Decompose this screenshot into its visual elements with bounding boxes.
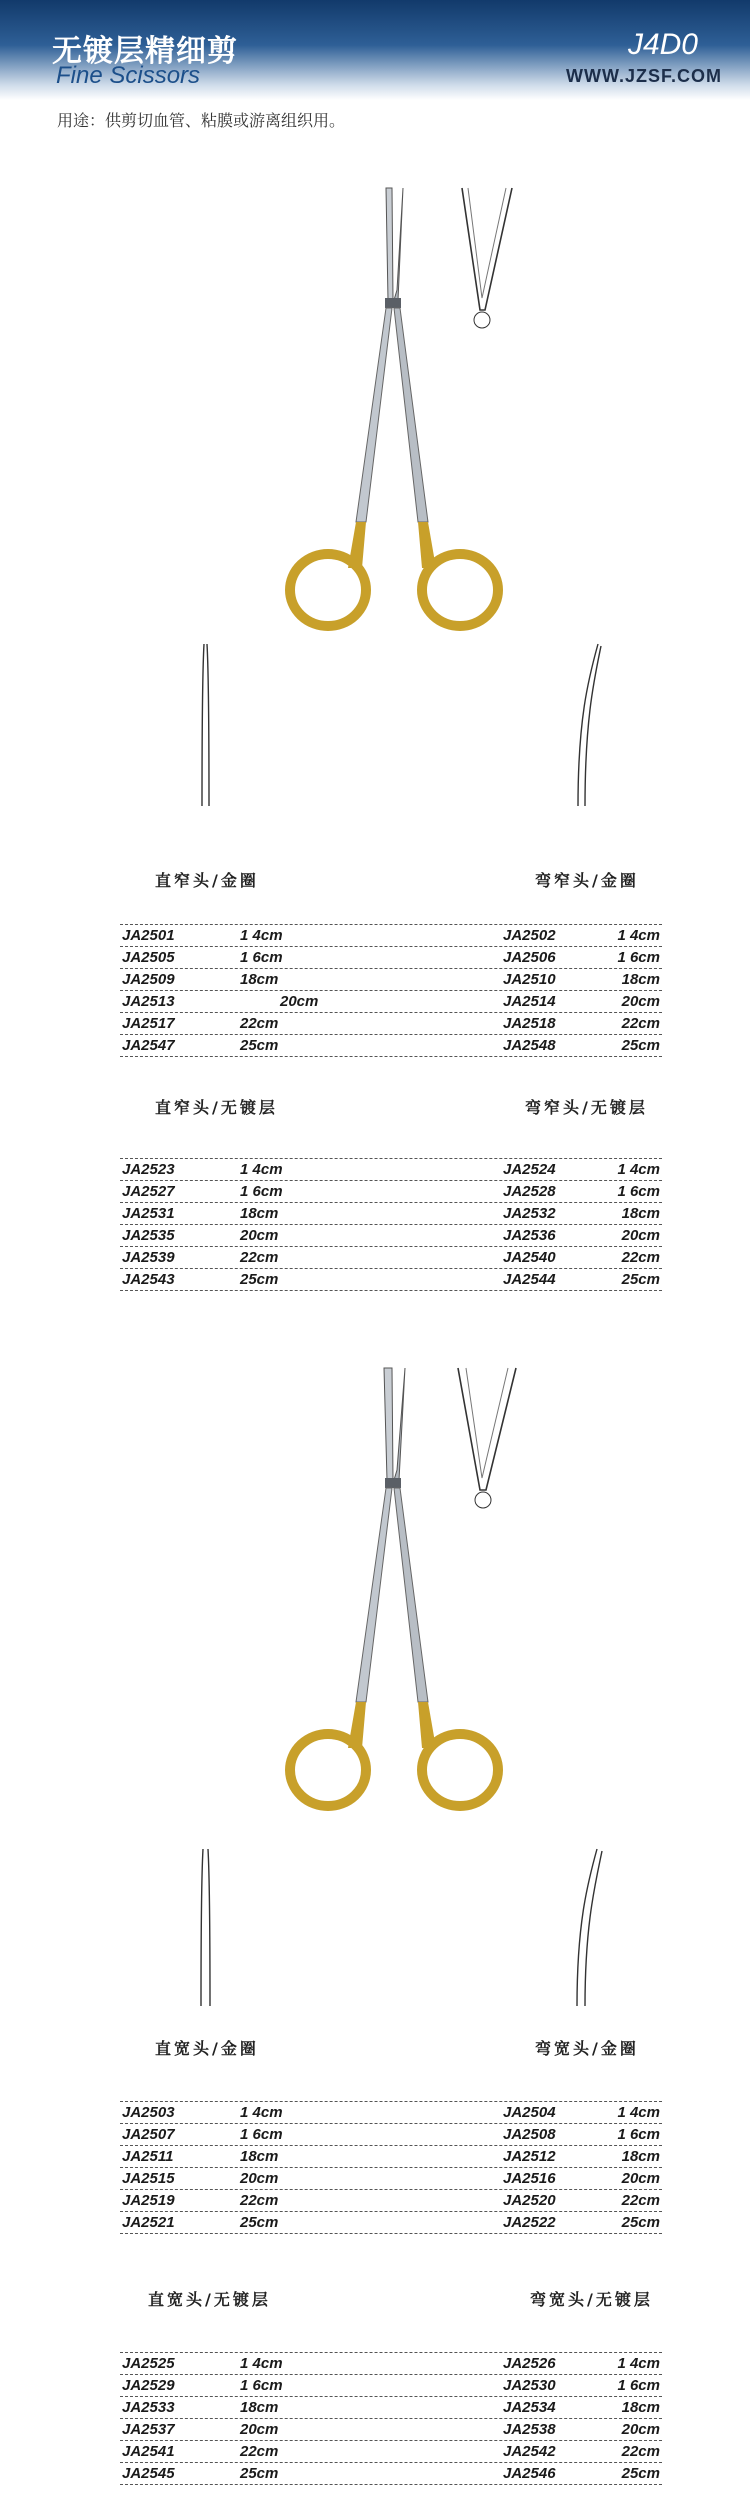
table-row: JA2529 1 6cm JA2530 1 6cm [120, 2375, 662, 2397]
table-row: JA2509 18cm JA2510 18cm [120, 969, 662, 991]
section2-left-label: 直窄头/无镀层 [155, 1098, 278, 1117]
website: WWW.JZSF.COM [566, 66, 722, 86]
table-row: JA2537 20cm JA2538 20cm [120, 2419, 662, 2441]
table-row: JA2541 22cm JA2542 22cm [120, 2441, 662, 2463]
table-row: JA2533 18cm JA2534 18cm [120, 2397, 662, 2419]
straight-tip-drawing [190, 640, 220, 810]
table-row: JA2513 20cm JA2514 20cm [120, 991, 662, 1013]
catalog-code: J4D0 [627, 28, 698, 61]
tip-detail-drawing [462, 188, 512, 328]
tip-detail-drawing [458, 1368, 516, 1508]
section4-right-label: 弯宽头/无镀层 [530, 2290, 653, 2309]
table-row: JA2511 18cm JA2512 18cm [120, 2146, 662, 2168]
scissors-figure-narrow [280, 180, 550, 660]
scissors-figure-wide [280, 1360, 550, 1840]
curved-tip-drawing [568, 640, 608, 810]
usage-text: 用途：供剪切血管、粘膜或游离组织用。 [57, 111, 346, 130]
section1-right-label: 弯窄头/金圈 [535, 871, 639, 890]
table-row: JA2519 22cm JA2520 22cm [120, 2190, 662, 2212]
table-row: JA2515 20cm JA2516 20cm [120, 2168, 662, 2190]
table-row: JA2523 1 4cm JA2524 1 4cm [120, 1159, 662, 1181]
table-row: JA2527 1 6cm JA2528 1 6cm [120, 1181, 662, 1203]
table-row: JA2507 1 6cm JA2508 1 6cm [120, 2124, 662, 2146]
table-row: JA2535 20cm JA2536 20cm [120, 1225, 662, 1247]
table-row: JA2539 22cm JA2540 22cm [120, 1247, 662, 1269]
section2-table [120, 1158, 662, 1291]
table-row: JA2545 25cm JA2546 25cm [120, 2463, 662, 2485]
section4-table [120, 2352, 662, 2485]
header-banner [0, 0, 750, 100]
title-cn: 无镀层精细剪 [52, 34, 238, 69]
table-row: JA2525 1 4cm JA2526 1 4cm [120, 2353, 662, 2375]
table-row: JA2503 1 4cm JA2504 1 4cm [120, 2102, 662, 2124]
straight-tip-drawing [190, 1845, 220, 2010]
scissors-main-drawing [290, 1368, 498, 1806]
curved-tip-drawing [568, 1845, 608, 2010]
title-en: Fine Scissors [56, 62, 201, 89]
table-row: JA2517 22cm JA2518 22cm [120, 1013, 662, 1035]
table-row: JA2543 25cm JA2544 25cm [120, 1269, 662, 1291]
scissors-main-drawing [290, 188, 498, 626]
table-row: JA2547 25cm JA2548 25cm [120, 1035, 662, 1057]
section3-left-label: 直宽头/金圈 [155, 2039, 259, 2058]
table-row: JA2505 1 6cm JA2506 1 6cm [120, 947, 662, 969]
table-row: JA2531 18cm JA2532 18cm [120, 1203, 662, 1225]
section1-table [120, 924, 662, 1057]
section3-table [120, 2101, 662, 2234]
section1-left-label: 直窄头/金圈 [155, 871, 259, 890]
section4-left-label: 直宽头/无镀层 [148, 2290, 271, 2309]
section2-right-label: 弯窄头/无镀层 [525, 1098, 648, 1117]
table-row: JA2521 25cm JA2522 25cm [120, 2212, 662, 2234]
table-row: JA2501 1 4cm JA2502 1 4cm [120, 925, 662, 947]
section3-right-label: 弯宽头/金圈 [535, 2039, 639, 2058]
